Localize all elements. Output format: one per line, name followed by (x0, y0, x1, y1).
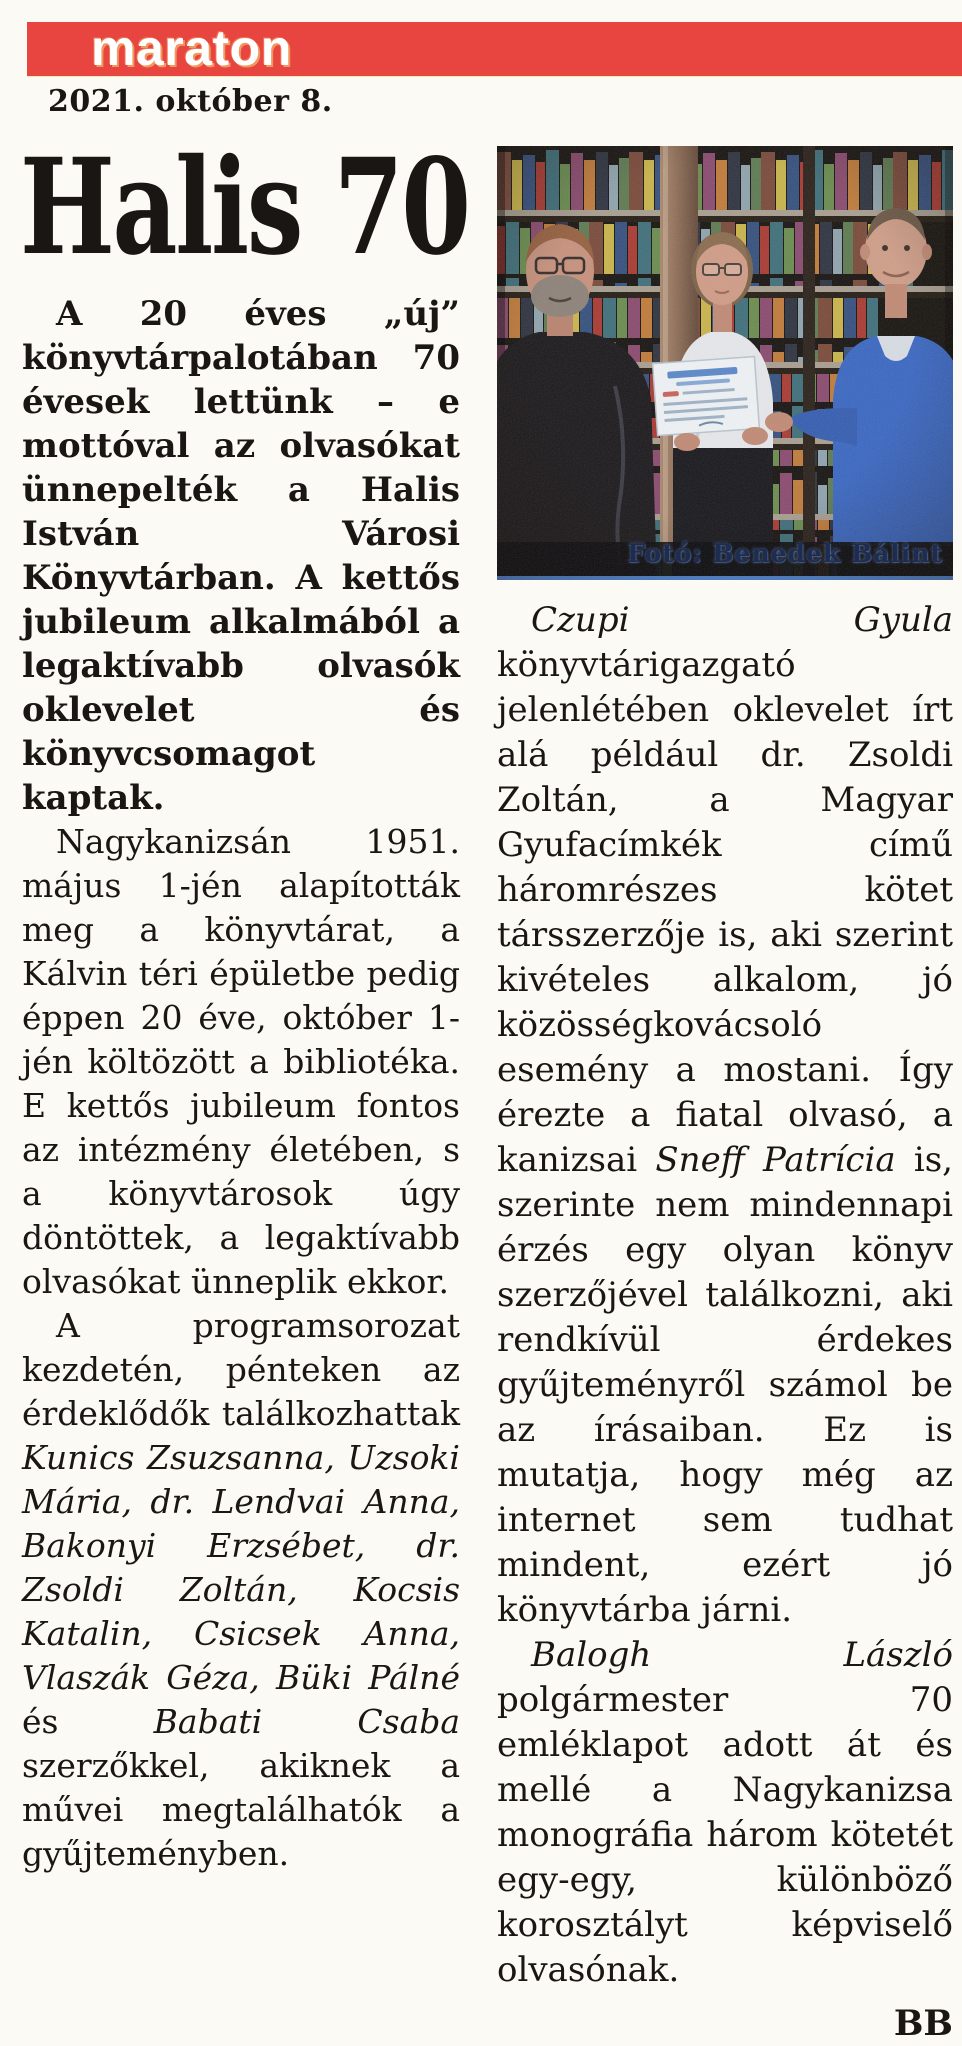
body-paragraph: A programsorozat kezdetén, pénteken az érdeklődők találkozhattak Kunics Zsuzsanna, Uzsoki Mária, dr. Lendvai Anna, Bakonyi Erzsébet, dr. Zsoldi Zoltán, Kocsis Katalin, Csicsek Anna, Vlaszák Géza, Büki Pálné és Babati Csaba szerzőkkel, akiknek a művei megtalálhatók a gyűjteményben. (22, 1306, 460, 1873)
lead-paragraph: A 20 éves „új” könyvtárpalotában 70 évesek lettünk – e mottóval az olvasókat ünnepelték a Halis István Városi Könyvtárban. A kettős jubileum alkalmából a legaktívabb olvasók oklevelet és könyvcsomagot kaptak. (22, 294, 460, 818)
library-photo (497, 146, 953, 580)
headline: Halis 70 (20, 130, 469, 285)
photo-caption: Fotó: Benedek Bálint (627, 539, 943, 568)
left-column (22, 292, 460, 1876)
masthead-banner (27, 22, 962, 76)
library-photo-illustration (497, 146, 953, 580)
issue-date: 2021. október 8. (48, 84, 333, 119)
body-paragraph: Nagykanizsán 1951. május 1-jén alapították meg a könyvtárat, a Kálvin téri épületbe pedig éppen 20 éve, október 1-jén költözött a bibliotéka. E kettős jubileum fontos az intézmény életében, s a könyvtárosok úgy döntöttek, a legaktívabb olvasókat ünneplik ekkor. (22, 822, 460, 1301)
masthead-title: maraton (91, 20, 292, 76)
body-paragraph: Balogh László polgármester 70 emléklapot adott át és mellé a Nagykanizsa monográfia három kötetét egy-egy, különböző korosztályt képviselő olvasónak. (497, 1635, 953, 1990)
print-grain-overlay (497, 146, 953, 580)
author-signature: BB (893, 2003, 953, 2044)
body-paragraph: Czupi Gyula könyvtárigazgató jelenlétében oklevelet írt alá például dr. Zsoldi Zoltán, a Magyar Gyufacímkék című háromrészes kötet társszerzője is, aki szerint kivételes alkalom, jó közösségkovácsoló esemény a mostani. Így érezte a fiatal olvasó, a kanizsai Sneff Patrícia is, szerinte nem mindennapi érzés egy olyan könyv szerzőjével találkozni, aki rendkívül érdekes gyűjteményről számol be az írásaiban. Ez is mutatja, hogy még az internet sem tudhat mindent, ezért jó könyvtárba járni. (497, 600, 953, 1630)
right-column (497, 598, 953, 2046)
